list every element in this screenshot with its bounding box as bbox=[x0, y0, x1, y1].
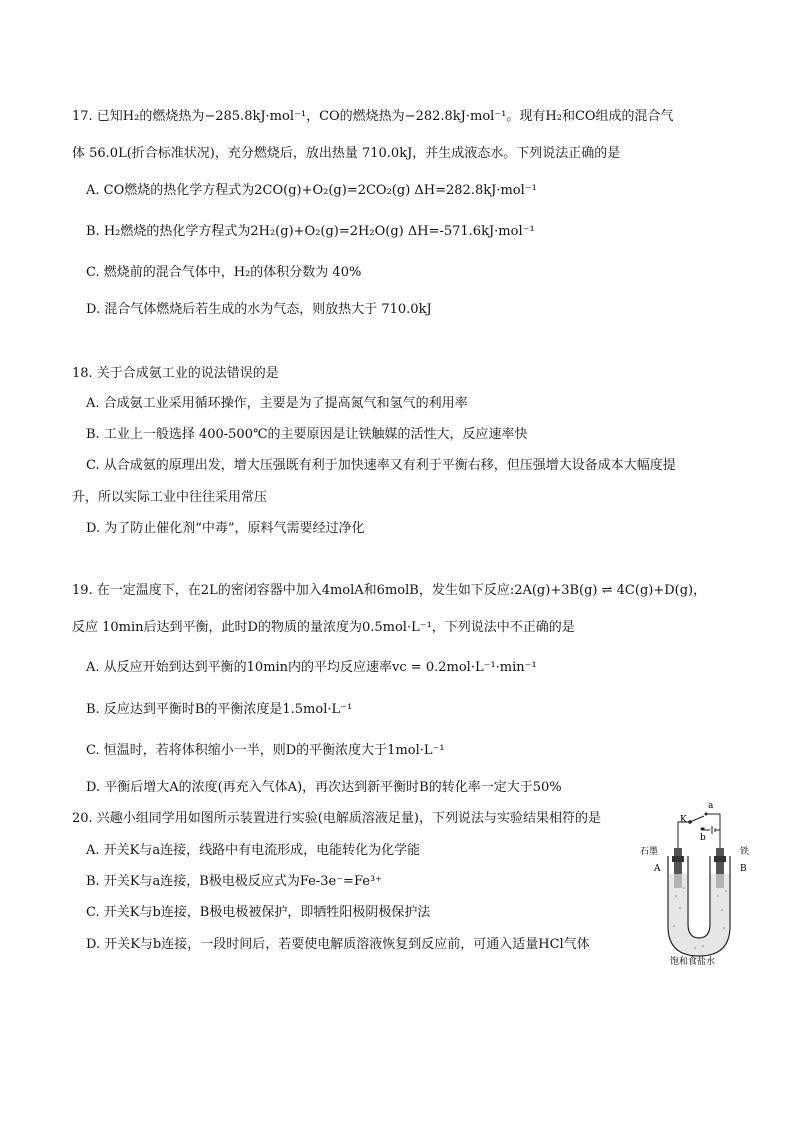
u-tube-inner bbox=[688, 856, 710, 938]
label-b: b bbox=[700, 833, 706, 843]
solution-fill bbox=[669, 874, 729, 955]
q19-option-a: A. 从反应开始到达到平衡的10min内的平均反应速率vc = 0.2mol·L⁻¹·min⁻¹ bbox=[86, 660, 537, 675]
q19-option-c: C. 恒温时，若将体积缩小一半，则D的平衡浓度大于1mol·L⁻¹ bbox=[86, 743, 445, 758]
apparatus-svg bbox=[640, 796, 760, 966]
q20-stem: 20. 兴趣小组同学用如图所示装置进行实验(电解质溶液足量)，下列说法与实验结果相符的是 bbox=[72, 811, 601, 826]
switch-k bbox=[690, 816, 704, 822]
q17-stem-line2: 体 56.0L(折合标准状况)，充分燃烧后，放出热量 710.0kJ，并生成液态水。下列说法正确的是 bbox=[72, 146, 621, 161]
switch-pivot bbox=[688, 820, 692, 824]
q19-stem-line2: 反应 10min后达到平衡，此时D的物质的量浓度为0.5mol·L⁻¹，下列说法中不正确的是 bbox=[72, 620, 575, 635]
q18-option-c: C. 从合成氨的原理出发，增大压强既有利于加快速率又有利于平衡右移，但压强增大设备成本大幅度提 bbox=[86, 458, 676, 473]
q17-option-b: B. H₂燃烧的热化学方程式为2H₂(g)+O₂(g)=2H₂O(g) ΔH=-571.6kJ·mol⁻¹ bbox=[86, 224, 535, 239]
q18-option-b: B. 工业上一般选择 400-500℃的主要原因是让铁触媒的活性大，反应速率快 bbox=[86, 427, 528, 442]
q18-option-d: D. 为了防止催化剂“中毒”，原料气需要经过净化 bbox=[86, 521, 365, 536]
label-iron: 铁 bbox=[740, 847, 750, 857]
q19-option-b: B. 反应达到平衡时B的平衡浓度是1.5mol·L⁻¹ bbox=[86, 702, 353, 717]
label-solution: 饱和食盐水 bbox=[670, 957, 716, 966]
label-k: K bbox=[680, 815, 687, 825]
label-a: a bbox=[708, 801, 714, 811]
q18-option-a: A. 合成氨工业采用循环操作，主要是为了提高氮气和氢气的利用率 bbox=[86, 396, 468, 411]
q18-stem: 18. 关于合成氨工业的说法错误的是 bbox=[72, 366, 279, 381]
terminal-a bbox=[705, 813, 708, 816]
q20-option-a: A. 开关K与a连接，线路中有电流形成，电能转化为化学能 bbox=[86, 843, 421, 858]
q20-option-c: C. 开关K与b连接，B极电极被保护，即牺牲阳极阴极保护法 bbox=[86, 905, 431, 920]
label-electrode-b: B bbox=[740, 864, 747, 874]
q17-option-c: C. 燃烧前的混合气体中，H₂的体积分数为 40% bbox=[86, 265, 362, 280]
q17-option-d: D. 混合气体燃烧后若生成的水为气态，则放热大于 710.0kJ bbox=[86, 302, 432, 317]
electrolysis-apparatus-diagram bbox=[640, 796, 760, 966]
label-graphite: 石墨 bbox=[640, 847, 659, 857]
q20-option-b: B. 开关K与a连接，B极电极反应式为Fe-3e⁻=Fe³⁺ bbox=[86, 874, 383, 889]
terminal-b bbox=[701, 828, 704, 831]
label-electrode-a: A bbox=[654, 864, 661, 874]
q17-option-a: A. CO燃烧的热化学方程式为2CO(g)+O₂(g)=2CO₂(g) ΔH=282.8kJ·mol⁻¹ bbox=[86, 183, 537, 198]
q20-option-d: D. 开关K与b连接，一段时间后，若要使电解质溶液恢复到反应前，可通入适量HCl气体 bbox=[86, 937, 590, 952]
q17-stem-line1: 17. 已知H₂的燃烧热为−285.8kJ·mol⁻¹，CO的燃烧热为−282.8kJ·mol⁻¹。现有H₂和CO组成的混合气 bbox=[72, 109, 674, 124]
q19-stem-line1: 19. 在一定温度下，在2L的密闭容器中加入4molA和6molB，发生如下反应:2A(g)+3B(g) ⇌ 4C(g)+D(g)， bbox=[72, 583, 707, 598]
q19-option-d: D. 平衡后增大A的浓度(再充入气体A)，再次达到新平衡时B的转化率一定大于50% bbox=[86, 780, 562, 795]
q18-option-c-cont: 升，所以实际工业中往往采用常压 bbox=[72, 490, 268, 505]
